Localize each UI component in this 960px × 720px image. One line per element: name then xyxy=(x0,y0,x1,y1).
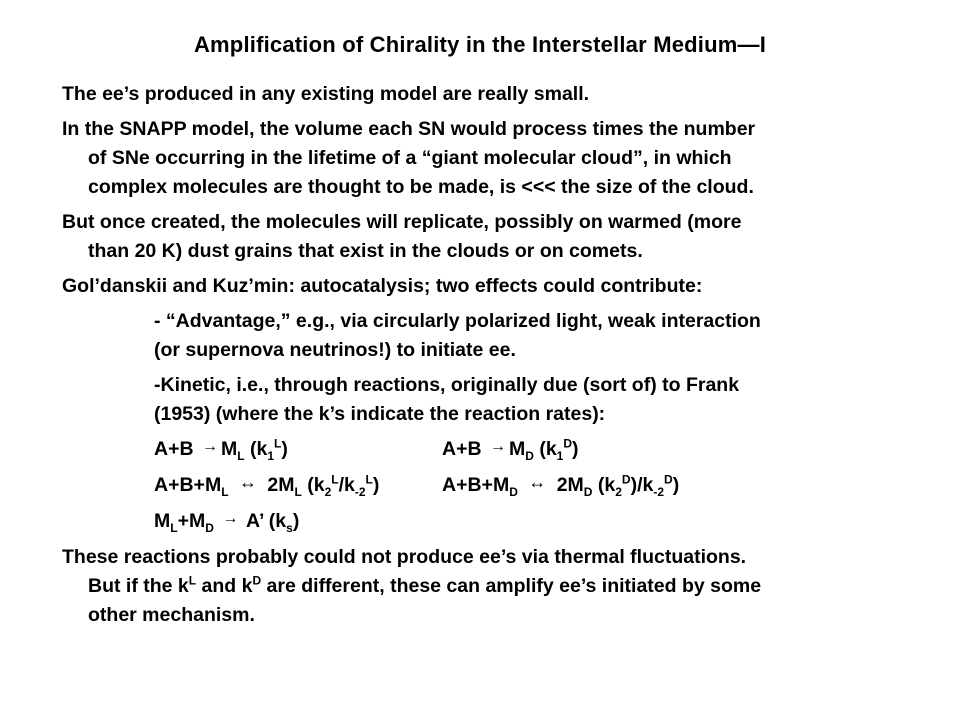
text-line: (or supernova neutrinos!) to initiate ee. xyxy=(154,339,516,361)
superscript-L: L xyxy=(188,573,197,588)
arrow-both-icon: ↔ xyxy=(528,472,547,492)
arrow-right-icon: → xyxy=(201,438,218,455)
text-line: than 20 K) dust grains that exist in the clouds or on comets. xyxy=(88,240,643,262)
paragraph-conclusion xyxy=(62,543,942,630)
text-line: (1953) (where the k’s indicate the reaction rates): xyxy=(154,403,606,425)
text-line: The ee’s produced in any existing model are really small. xyxy=(62,83,590,105)
reaction-left-3: $M_L+M_D \to A$’ $(k_s)$ xyxy=(154,507,299,537)
text-fragment: are different, these can amplify ee’s initiated by some xyxy=(261,575,762,597)
text-line: other mechanism. xyxy=(88,604,255,626)
arrow-both-icon: ↔ xyxy=(238,472,257,492)
reaction-right-2: $A+B+M_D$ ↔ $2M_D$ $(k_2^D)/k_{-2}^D$) xyxy=(442,471,679,500)
text-line: These reactions probably could not produce ee’s via thermal fluctuations. xyxy=(62,546,747,568)
slide-title: Amplification of Chirality in the Interstellar Medium—I xyxy=(193,32,767,57)
text-line: But once created, the molecules will replicate, possibly on warmed (more xyxy=(62,211,742,233)
reaction-row-2 xyxy=(62,471,942,507)
reaction-right-1: $A+B \to M_D$ $(k_1^D)$ xyxy=(442,435,579,465)
arrow-right-icon: → xyxy=(489,438,506,455)
reaction-row-1 xyxy=(62,435,942,471)
paragraph-replicate xyxy=(62,208,942,266)
reaction-left-1: $A+B \to M_L$ $(k_1^L)$ xyxy=(154,435,288,465)
reaction-row-3 xyxy=(62,507,942,543)
text-line-with-superscripts xyxy=(62,572,942,601)
text-line: Gol’danskii and Kuz’min: autocatalysis; two effects could contribute: xyxy=(62,275,703,297)
paragraph-ee-small xyxy=(62,80,942,109)
reaction-left-2: $A+B+M_L$ ↔ $2M_L$ $(k_2^L/k_{-2}^L)$ xyxy=(154,471,379,500)
text-fragment: But if the k xyxy=(88,575,189,597)
text-line: of SNe occurring in the lifetime of a “giant molecular cloud”, in which xyxy=(88,147,732,169)
slide-body xyxy=(62,80,942,630)
text-line: - “Advantage,” e.g., via circularly polarized light, weak interaction xyxy=(154,310,761,332)
paragraph-snapp xyxy=(62,115,942,202)
text-line: -Kinetic, i.e., through reactions, originally due (sort of) to Frank xyxy=(154,374,740,396)
superscript-D: D xyxy=(252,573,262,588)
arrow-right-icon: → xyxy=(222,510,239,527)
paragraph-kinetic xyxy=(62,371,942,429)
text-line: In the SNAPP model, the volume each SN would process times the number xyxy=(62,118,756,140)
paragraph-autocatalysis xyxy=(62,272,942,301)
text-fragment: and k xyxy=(196,575,253,597)
paragraph-advantage xyxy=(62,307,942,365)
text-line: complex molecules are thought to be made, is <<< the size of the cloud. xyxy=(88,176,754,198)
